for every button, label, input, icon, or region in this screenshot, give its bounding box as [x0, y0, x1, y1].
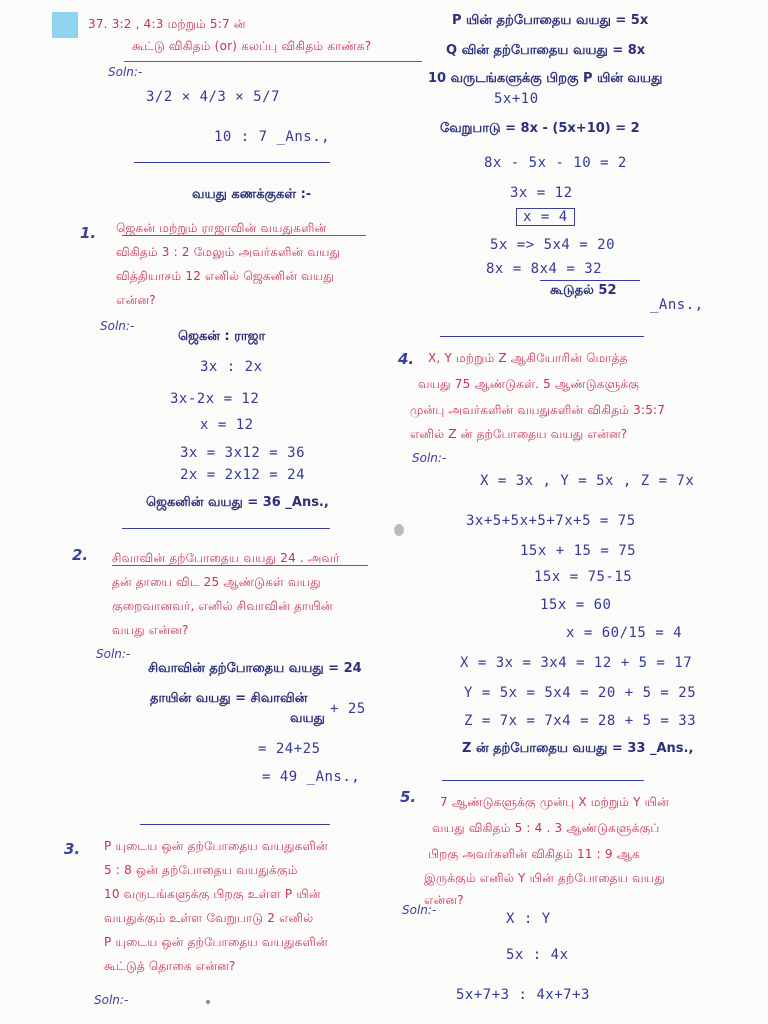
handwritten-line: Soln:- [94, 993, 129, 1007]
handwritten-line: 15x + 15 = 75 [520, 543, 637, 559]
handwritten-line: x = 60/15 = 4 [566, 625, 683, 641]
handwritten-line: P யின் தற்போதைய வயது = 5x [452, 13, 649, 28]
handwritten-line: 3x : 2x [200, 359, 263, 375]
ink-blot [394, 524, 404, 536]
handwritten-line: 5 : 8 ஒன் தற்போதைய வயதுக்கும் [104, 863, 298, 877]
handwritten-line: X = 3x , Y = 5x , Z = 7x [480, 473, 695, 489]
handwritten-line: வயது 75 ஆண்டுகள். 5 ஆண்டுகளுக்கு [418, 377, 639, 391]
handwritten-line: 37. 3:2 , 4:3 மற்றும் 5:7 ன் [88, 17, 246, 31]
handwritten-line: தாயின் வயது = சிவாவின் [150, 691, 308, 706]
handwritten-line: கூட்டுத் தொகை என்ன? [104, 959, 236, 973]
handwritten-line: X = 3x = 3x4 = 12 + 5 = 17 [460, 655, 693, 671]
sum-rule-line [540, 280, 640, 281]
red-underline [124, 58, 422, 62]
handwritten-line: Soln:- [96, 647, 131, 661]
handwritten-line: கூடுதல் 52 [550, 283, 617, 298]
handwritten-line: ஜெகன் : ராஜா [178, 329, 266, 344]
section-divider [140, 824, 330, 825]
handwritten-line: 3x-2x = 12 [170, 391, 260, 407]
handwritten-line: 5. [400, 788, 417, 806]
handwritten-line: வயதுக்கும் உள்ள வேறுபாடு 2 எனில் [104, 911, 314, 925]
handwritten-line: 3/2 × 4/3 × 5/7 [146, 89, 280, 105]
handwritten-line: x = 12 [200, 417, 254, 433]
handwritten-line: 5x+7+3 : 4x+7+3 [456, 987, 590, 1003]
handwritten-line: 4. [398, 350, 415, 368]
paper-mark [206, 1000, 210, 1004]
handwritten-line: முன்பு அவர்களின் வயதுகளின் விகிதம் 3:5:7 [410, 403, 666, 417]
handwritten-line: 2x = 2x12 = 24 [180, 467, 306, 483]
section-divider [134, 162, 330, 163]
handwritten-line: P யுடைய ஒன் தற்போதைய வயதுகளின் [104, 839, 328, 853]
handwritten-line: 5x => 5x4 = 20 [490, 237, 616, 253]
handwritten-line: சிவாவின் தற்போதைய வயது 24 . அவர் [112, 551, 340, 565]
handwritten-line: 3x = 12 [510, 185, 573, 201]
handwritten-line: Y = 5x = 5x4 = 20 + 5 = 25 [464, 685, 697, 701]
section-divider [122, 528, 330, 529]
handwritten-line: எனில் Z ன் தற்போதைய வயது என்ன? [410, 427, 628, 441]
handwritten-line: 3x+5+5x+5+7x+5 = 75 [466, 513, 636, 529]
handwritten-line: சிவாவின் தற்போதைய வயது = 24 [148, 661, 362, 676]
handwritten-line: கூட்டு விகிதம் (or) கலப்பு விகிதம் காண்க? [132, 39, 372, 53]
handwritten-line: என்ன? [424, 893, 464, 907]
handwritten-line: Q வின் தற்போதைய வயது = 8x [446, 43, 646, 58]
handwritten-line: 7 ஆண்டுகளுக்கு முன்பு X மற்றும் Y யின் [440, 795, 670, 809]
section-divider [442, 780, 644, 781]
handwritten-line: 2. [72, 546, 89, 564]
handwritten-line: 15x = 75-15 [534, 569, 633, 585]
handwritten-line: = 49 _Ans., [262, 769, 361, 785]
handwritten-line: 8x = 8x4 = 32 [486, 261, 603, 277]
handwritten-line: = 24+25 [258, 741, 321, 757]
handwritten-line: வேறுபாடு = 8x - (5x+10) = 2 [440, 121, 640, 136]
boxed-answer: x = 4 [516, 208, 575, 226]
handwritten-line: வயது விகிதம் 5 : 4 . 3 ஆண்டுகளுக்குப் [432, 821, 660, 835]
handwritten-line: P யுடைய ஒன் தற்போதைய வயதுகளின் [104, 935, 328, 949]
handwritten-line: விகிதம் 3 : 2 மேலும் அவர்களின் வயது [116, 245, 341, 259]
red-underline [122, 232, 366, 236]
handwritten-line: வித்தியாசம் 12 எனில் ஜெகனின் வயது [116, 269, 334, 283]
handwritten-line: Z ன் தற்போதைய வயது = 33 _Ans., [462, 741, 694, 756]
section-divider [440, 336, 644, 337]
handwritten-line: 5x : 4x [506, 947, 569, 963]
red-underline [112, 562, 368, 566]
handwritten-line: வயது [290, 711, 325, 726]
handwritten-line: + 25 [330, 701, 366, 717]
handwritten-line: Soln:- [402, 903, 437, 917]
handwritten-line: 15x = 60 [540, 597, 612, 613]
handwritten-line: ஜெகன் மற்றும் ராஜாவின் வயதுகளின் [116, 221, 327, 235]
handwritten-line: Soln:- [412, 451, 447, 465]
handwritten-line: 10 : 7 _Ans., [214, 129, 331, 145]
handwritten-line: Soln:- [100, 319, 135, 333]
tape-corner [52, 12, 78, 38]
handwritten-line: X : Y [506, 911, 551, 927]
handwritten-line: Z = 7x = 7x4 = 28 + 5 = 33 [464, 713, 697, 729]
handwritten-line: 5x+10 [494, 91, 539, 107]
handwritten-line: பிறகு அவர்களின் விகிதம் 11 : 9 ஆக [428, 847, 641, 861]
handwritten-line: X, Y மற்றும் Z ஆகியோரின் மொத்த [428, 351, 628, 365]
handwritten-line: வயது என்ன? [112, 623, 189, 637]
handwritten-line: 1. [80, 224, 97, 242]
handwritten-line: என்ன? [116, 293, 156, 307]
handwritten-line: Soln:- [108, 65, 143, 79]
handwritten-line: தன் தாயை விட 25 ஆண்டுகள் வயது [112, 575, 321, 589]
handwritten-line: _Ans., [650, 297, 704, 313]
handwritten-line: 10 வருடங்களுக்கு பிறகு உள்ள P யின் [104, 887, 321, 901]
handwritten-line: 3x = 3x12 = 36 [180, 445, 306, 461]
handwritten-line: 8x - 5x - 10 = 2 [484, 155, 627, 171]
handwritten-line: ஜெகனின் வயது = 36 _Ans., [146, 495, 329, 510]
handwritten-line: இருக்கும் எனில் Y யின் தற்போதைய வயது [424, 871, 665, 885]
handwritten-line: வயது கணக்குகள் :- [192, 187, 312, 202]
handwritten-line: 3. [64, 840, 81, 858]
handwritten-line: குறைவானவர், எனில் சிவாவின் தாயின் [112, 599, 333, 613]
handwritten-line: 10 வருடங்களுக்கு பிறகு P யின் வயது [428, 71, 663, 86]
